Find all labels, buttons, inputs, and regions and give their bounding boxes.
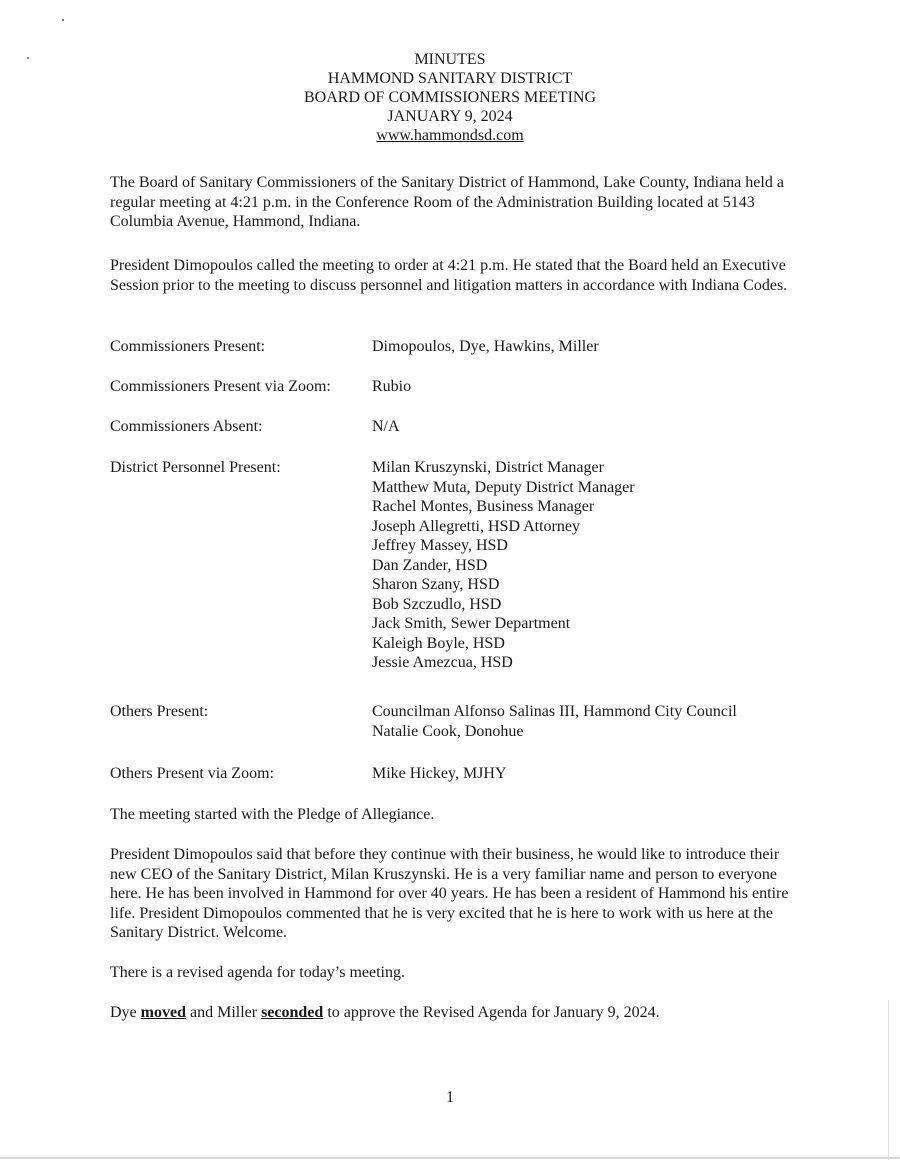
others-present-name: Natalie Cook, Donohue xyxy=(372,722,524,740)
call-to-order-paragraph: President Dimopoulos called the meeting to order at 4:21 p.m. He stated that the Board held an Executive Session prior to the meeting to discuss personnel and litigation matters in accordance with Indiana Codes. xyxy=(110,257,788,294)
header-meeting: BOARD OF COMMISSIONERS MEETING xyxy=(303,89,597,106)
commissioners-present-value: Dimopoulos, Dye, Hawkins, Miller xyxy=(372,338,599,355)
commissioners-present-label: Commissioners Present: xyxy=(110,338,266,355)
others-present-name: Councilman Alfonso Salinas III, Hammond City Council xyxy=(372,703,737,720)
intro-paragraph: The Board of Sanitary Commissioners of the Sanitary District of Hammond, Lake County, Indiana held a regular meeting at 4:21 p.m. in the Conference Room of the Administration Building located at 5143 Columbia Avenue, Hammond, Indiana. xyxy=(110,174,784,230)
motion-text: to approve the Revised Agenda for January 9, 2024. xyxy=(323,1004,660,1021)
personnel-name: Milan Kruszynski, District Manager xyxy=(372,459,604,476)
scan-edge-line xyxy=(888,1000,889,1160)
personnel-name: Sharon Szany, HSD xyxy=(372,576,500,593)
personnel-name: Rachel Montes, Business Manager xyxy=(372,498,595,515)
others-present-label: Others Present: xyxy=(110,703,209,720)
scan-edge-line xyxy=(0,1157,900,1159)
document-header xyxy=(0,50,900,145)
page-number: 1 xyxy=(446,1089,454,1106)
commissioners-zoom-value: Rubio xyxy=(372,378,412,395)
others-zoom-label: Others Present via Zoom: xyxy=(110,765,274,782)
commissioners-absent-value: N/A xyxy=(372,418,400,435)
district-personnel-list xyxy=(372,458,812,673)
scan-speck xyxy=(62,19,64,21)
commissioners-absent-label: Commissioners Absent: xyxy=(110,418,263,435)
personnel-name: Jeffrey Massey, HSD xyxy=(372,537,508,554)
commissioners-zoom-label: Commissioners Present via Zoom: xyxy=(110,378,331,395)
motion-moved: moved xyxy=(140,1004,186,1021)
others-present-list xyxy=(372,702,812,741)
header-date: JANUARY 9, 2024 xyxy=(387,108,513,125)
motion-text: Dye xyxy=(110,1004,141,1021)
personnel-name: Dan Zander, HSD xyxy=(372,556,488,574)
header-title: MINUTES xyxy=(414,51,486,68)
others-zoom-value: Mike Hickey, MJHY xyxy=(372,765,507,782)
personnel-name: Jack Smith, Sewer Department xyxy=(372,615,571,632)
revised-agenda-paragraph: There is a revised agenda for today’s meeting. xyxy=(110,964,405,981)
district-personnel-label: District Personnel Present: xyxy=(110,459,281,476)
personnel-name: Kaleigh Boyle, HSD xyxy=(372,634,505,652)
personnel-name: Matthew Muta, Deputy District Manager xyxy=(372,478,635,496)
motion-paragraph xyxy=(110,1003,800,1023)
header-organization: HAMMOND SANITARY DISTRICT xyxy=(327,70,573,87)
introduction-paragraph: President Dimopoulos said that before they continue with their business, he would like to introduce their new CEO of the Sanitary District, Milan Kruszynski. He is a very familiar name and person to everyone here. He has been involved in Hammond for over 40 years. He has been a resident of Hammond his entire life. President Dimopoulos commented that he is very excited that he is here to work with us here at the Sanitary District. Welcome. xyxy=(110,846,789,941)
motion-seconded: seconded xyxy=(261,1004,324,1021)
motion-text: and Miller xyxy=(185,1004,262,1021)
personnel-name: Bob Szczudlo, HSD xyxy=(372,595,502,613)
pledge-paragraph: The meeting started with the Pledge of Allegiance. xyxy=(110,806,435,823)
header-url[interactable]: www.hammondsd.com xyxy=(376,127,524,144)
personnel-name: Jessie Amezcua, HSD xyxy=(372,654,513,671)
personnel-name: Joseph Allegretti, HSD Attorney xyxy=(372,517,580,535)
